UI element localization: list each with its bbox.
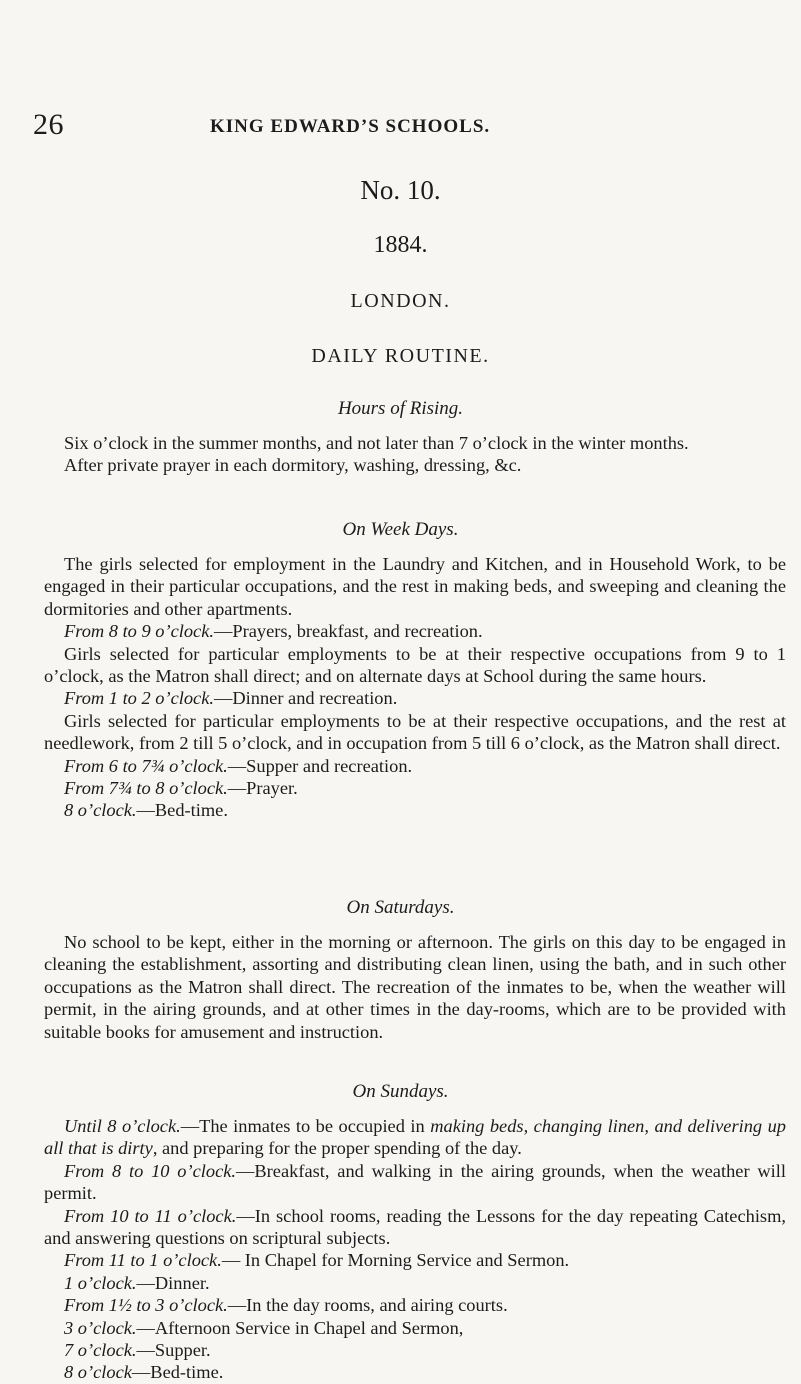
time-label: 7 o’clock.	[64, 1340, 137, 1361]
section-heading-weekdays: On Week Days.	[342, 519, 459, 540]
document-title: DAILY ROUTINE.	[311, 345, 490, 367]
sunday-item	[44, 1339, 786, 1361]
time-label: Until 8 o’clock.	[64, 1116, 181, 1136]
time-label: 1 o’clock.	[64, 1272, 137, 1293]
time-activity: —Supper and recreation.	[227, 755, 413, 776]
time-label: From 8 to 10 o’clock.	[64, 1160, 237, 1181]
weekday-item	[44, 799, 786, 821]
time-label: From 7¾ to 8 o’clock.	[64, 778, 228, 799]
time-label: From 6 to 7¾ o’clock.	[64, 755, 228, 776]
time-label: From 8 to 9 o’clock.	[64, 621, 214, 642]
sunday-item	[44, 1272, 786, 1294]
section-heading-saturdays: On Saturdays.	[346, 897, 455, 918]
rising-paragraph: After private prayer in each dormitory, washing, dressing, &c.	[64, 455, 522, 476]
document-number: No. 10.	[360, 175, 441, 205]
sunday-item	[44, 1294, 786, 1316]
section-weekdays	[44, 553, 786, 822]
time-activity: —The inmates to be occupied in	[180, 1116, 431, 1136]
time-label: 3 o’clock.	[64, 1317, 137, 1338]
sunday-item	[44, 1205, 786, 1250]
sunday-item	[44, 1249, 786, 1271]
sunday-item	[44, 1317, 786, 1339]
time-activity: —Prayers, breakfast, and recreation.	[213, 621, 483, 642]
time-activity: —Breakfast, and walking in the airing grounds, when the weather will permit.	[44, 1160, 786, 1204]
time-activity: —Dinner and recreation.	[213, 688, 398, 709]
running-title: KING EDWARD’S SCHOOLS.	[210, 116, 491, 137]
section-sundays	[44, 1115, 786, 1384]
time-label: From 1½ to 3 o’clock.	[64, 1295, 228, 1316]
section-rising	[44, 432, 786, 477]
time-activity: — In Chapel for Morning Service and Sermon.	[221, 1250, 570, 1271]
weekday-paragraph: The girls selected for employment in the Laundry and Kitchen, and in Household Work, to be engaged in their particular occupations, and the rest in making beds, and sweeping and cleaning the dormitories and other apartments.	[44, 554, 786, 619]
time-activity-emphasis: making beds, changing linen, and delivering up all that is dirty	[44, 1116, 786, 1159]
time-label: From 1 to 2 o’clock.	[64, 688, 214, 709]
time-activity: —Bed-time.	[131, 1362, 224, 1383]
time-label: From 10 to 11 o’clock.	[64, 1205, 237, 1226]
time-activity: —Afternoon Service in Chapel and Sermon,	[136, 1317, 464, 1338]
time-activity: —Prayer.	[227, 778, 298, 799]
section-heading-rising: Hours of Rising.	[337, 398, 464, 419]
sunday-item	[44, 1160, 786, 1205]
weekday-paragraph: Girls selected for particular employments to be at their respective occupations from 9 to 1 o’clock, as the Matron shall direct; and on alternate days at School during the same hours.	[44, 643, 786, 687]
time-activity: —Bed-time.	[136, 800, 228, 821]
page-number: 26	[33, 108, 64, 141]
saturday-paragraph: No school to be kept, either in the morning or afternoon. The girls on this day to be engaged in cleaning the establishment, assorting and distributing clean linen, using the bath, and in such other occupations as the Matron shall direct. The recreation of the inmates to be, when the weather will permit, in the airing grounds, and at other times in the day-rooms, which are to be provided with suitable books for amusement and instruction.	[44, 932, 786, 1042]
weekday-item	[44, 687, 786, 709]
time-activity: —In the day rooms, and airing courts.	[227, 1295, 508, 1316]
rising-paragraph: Six o’clock in the summer months, and not later than 7 o’clock in the winter months.	[64, 433, 689, 453]
weekday-item	[44, 755, 786, 777]
sunday-item	[44, 1115, 786, 1160]
time-activity: —Supper.	[136, 1340, 211, 1361]
section-saturdays	[44, 931, 786, 1043]
document-year: 1884.	[373, 232, 428, 258]
section-heading-sundays: On Sundays.	[352, 1081, 449, 1102]
sunday-item	[44, 1361, 786, 1383]
time-label: 8 o’clock.	[64, 800, 137, 821]
weekday-item	[44, 777, 786, 799]
time-activity: , and preparing for the proper spending of the day.	[152, 1138, 522, 1159]
time-label: 8 o’clock	[64, 1362, 132, 1383]
time-activity: —Dinner.	[136, 1272, 210, 1293]
time-label: From 11 to 1 o’clock.	[64, 1250, 222, 1271]
document-place: LONDON.	[350, 290, 451, 312]
time-activity: —In school rooms, reading the Lessons for the day repeating Catechism, and answering questions on scriptural subjects.	[44, 1205, 786, 1249]
weekday-paragraph: Girls selected for particular employments to be at their respective occupations, and the rest at needlework, from 2 till 5 o’clock, and in occupation from 5 till 6 o’clock, as the Matron shall direct.	[44, 710, 786, 754]
weekday-item	[44, 620, 786, 642]
